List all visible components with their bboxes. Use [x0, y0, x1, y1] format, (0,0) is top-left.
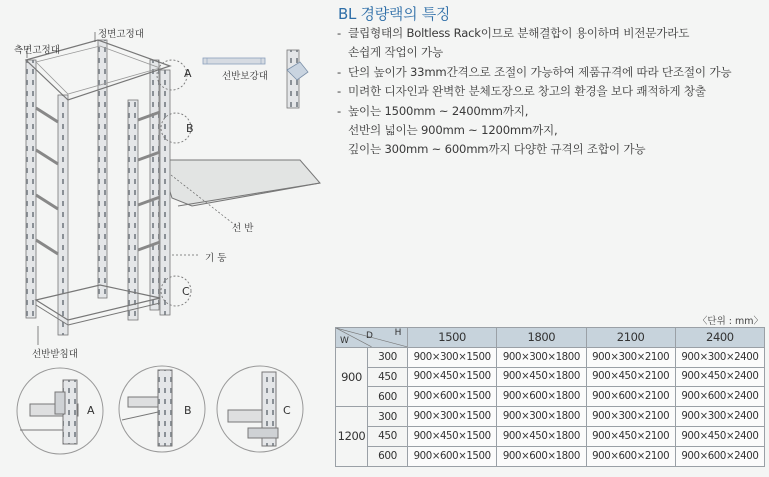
features-list [336, 24, 766, 160]
feature-line: 손쉽게 작업이 가능 [348, 45, 443, 60]
spec-cell: 900×300×2400 [675, 347, 764, 367]
spec-cell: 900×600×1500 [408, 446, 497, 466]
feature-item [336, 102, 766, 160]
height-header: 1800 [497, 328, 586, 348]
width-cell: 900 [336, 347, 368, 406]
height-header: 1500 [408, 328, 497, 348]
feature-line: 선반의 넓이는 900mm ~ 1200mm까지, [348, 123, 558, 138]
table-row [336, 367, 765, 387]
spec-cell: 900×600×1500 [408, 387, 497, 407]
feature-item [336, 63, 766, 82]
front-right-post [160, 70, 170, 315]
table-row [336, 387, 765, 407]
spec-cell: 900×450×2100 [586, 426, 675, 446]
rack-diagram [0, 0, 330, 477]
detail-label-c: C [283, 404, 291, 417]
width-cell: 1200 [336, 407, 368, 466]
feature-line: - 단의 높이가 33mm간격으로 조절이 가능하여 제품규격에 따라 단조절이 가능 [348, 64, 732, 79]
feature-line: - 높이는 1500mm ~ 2400mm까지, [348, 103, 529, 118]
depth-cell: 600 [368, 446, 408, 466]
feature-item [336, 24, 766, 63]
shelf-plate [160, 160, 320, 206]
reinforcement-inset [203, 58, 265, 64]
spec-cell: 900×600×2100 [586, 446, 675, 466]
spec-cell: 900×600×1800 [497, 387, 586, 407]
corner-w: W [340, 335, 349, 346]
table-row [336, 347, 765, 367]
spec-cell: 900×300×2400 [675, 407, 764, 427]
label-post: 기 둥 [205, 253, 227, 264]
spec-cell: 900×300×1500 [408, 407, 497, 427]
rack-drawing [0, 0, 330, 477]
depth-cell: 450 [368, 426, 408, 446]
spec-cell: 900×450×2100 [586, 367, 675, 387]
spec-cell: 900×450×2400 [675, 367, 764, 387]
detail-b [119, 366, 205, 452]
table-corner-cell [336, 328, 408, 348]
depth-cell: 450 [368, 367, 408, 387]
spec-cell: 900×300×1500 [408, 347, 497, 367]
feature-line: - 클립형태의 Boltless Rack이므로 분해결합이 용이하며 비전문가라도 [348, 26, 690, 40]
spec-table [335, 327, 765, 467]
spec-cell: 900×450×1800 [497, 426, 586, 446]
spec-cell: 900×600×1800 [497, 446, 586, 466]
table-row [336, 426, 765, 446]
spec-cell: 900×450×2400 [675, 426, 764, 446]
feature-line: 깊이는 300mm ~ 600mm까지 다양한 규격의 조합이 가능 [348, 142, 646, 157]
spec-cell: 900×450×1500 [408, 367, 497, 387]
spec-cell: 900×450×1800 [497, 367, 586, 387]
callout-c: C [182, 285, 190, 298]
feature-item [336, 82, 766, 101]
detail-label-a: A [87, 404, 95, 417]
detail-label-b: B [184, 404, 192, 417]
table-row [336, 407, 765, 427]
spec-cell: 900×300×1800 [497, 407, 586, 427]
table-body [336, 347, 765, 466]
spec-cell: 900×300×1800 [497, 347, 586, 367]
depth-cell: 300 [368, 407, 408, 427]
spec-cell: 900×300×2100 [586, 347, 675, 367]
callout-b: B [186, 122, 194, 135]
table-row [336, 446, 765, 466]
spec-cell: 900×450×1500 [408, 426, 497, 446]
feature-line: - 미려한 디자인과 완벽한 분체도장으로 창고의 환경을 보다 쾌적하게 창출 [348, 84, 706, 99]
spec-cell: 900×600×2100 [586, 387, 675, 407]
label-shelf: 선 반 [232, 223, 254, 234]
height-header: 2400 [675, 328, 764, 348]
features-heading: BL 경량랙의 특징 [338, 5, 451, 23]
depth-cell: 300 [368, 347, 408, 367]
spec-cell: 900×600×2400 [675, 387, 764, 407]
depth-cell: 600 [368, 387, 408, 407]
spec-cell: 900×300×2100 [586, 407, 675, 427]
label-front-frame: 정면고정대 [98, 29, 144, 40]
spec-cell: 900×600×2400 [675, 446, 764, 466]
corner-h: H [394, 328, 401, 338]
corner-d: D [366, 331, 373, 341]
unit-note: 〈단위 : mm〉 [697, 316, 763, 327]
label-shelf-support: 선반받침대 [32, 349, 78, 360]
height-header: 2100 [586, 328, 675, 348]
label-side-frame: 측면고정대 [14, 45, 60, 56]
callout-a: A [184, 67, 192, 80]
front-left-post [26, 60, 36, 318]
label-shelf-reinforcement: 선반보강대 [222, 71, 268, 82]
table-header-row [336, 328, 765, 348]
